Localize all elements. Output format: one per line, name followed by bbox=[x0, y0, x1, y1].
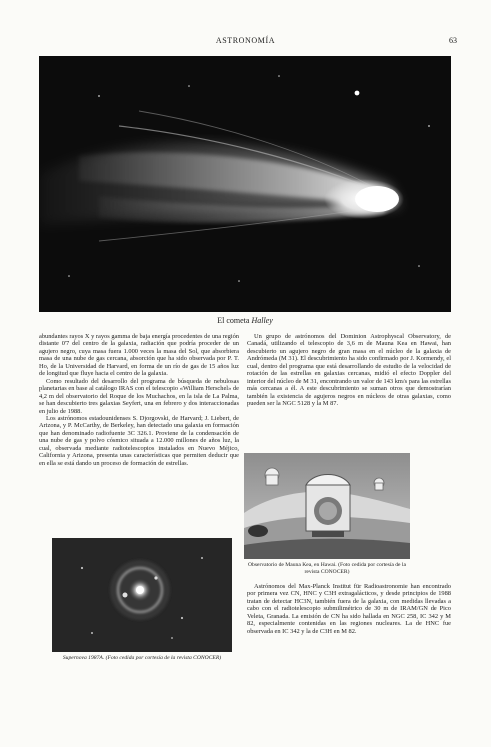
comet-caption-prefix: El cometa bbox=[217, 316, 250, 325]
mauna-kea-caption: Observatorio de Mauna Kea, en Hawai. (Foto cedida por cortesía de la revista CONOCER) bbox=[248, 562, 406, 575]
paragraph: Astrónomos del Max-Planck Institut für Radioastronomie han encontrado por primera vez CN, HNC y C3H extragalácticos, y desde principios de 1988 tratan de detectar HC3N, también fuera de la galaxia, con medidas llevadas a cabo con el radiotelescopio submilimétrico de 30 m de IRAM/GN de Pico Veleta, Granada. La emisión de CN ha sido hallada en NGC 258, IC 342 y M 82, especialmente contenidas en las regiones nucleares. La de HNC fue observada en IC 342 y la de C3H en M 82. bbox=[247, 583, 451, 635]
mauna-kea-photo bbox=[244, 453, 410, 559]
right-column-lower bbox=[247, 583, 451, 635]
left-column bbox=[39, 333, 239, 467]
paragraph: Como resultado del desarrollo del programa de búsqueda de nebulosas planetarias en base al catálogo IRAS con el telescopio «William Herschel» de 4,2 m del observatorio del Roque de los Muchachos, en la isla de La Palma, se han descubierto tres galaxias Seyfert, una en febrero y dos interaccionadas en julio de 1988. bbox=[39, 377, 239, 415]
comet-photo bbox=[39, 56, 451, 312]
supernova-caption: Supernova 1987A. (Foto cedida por cortesía de la revista CONOCER) bbox=[62, 655, 222, 661]
right-column bbox=[247, 333, 451, 408]
paragraph: abundantes rayos X y rayos gamma de baja energía procedentes de una región distante 0'7 del centro de la galaxia, radiación que podría proceder de un agujero negro, cuya masa fuera 1.000 veces la masa del Sol, que absorbiera masa de una nube de gas cercana, absorción que ha sido observada por P. T. Ho, de la Universidad de Harvard, en forma de un río de gas de 15 años luz de longitud que fluye hacia el centro de la galaxia. bbox=[39, 333, 239, 378]
page-number: 63 bbox=[449, 36, 457, 45]
paragraph: Un grupo de astrónomos del Dominion Astrophyscal Observatory, de Canadá, utilizando el telescopio de 3,6 m de Mauna Kea en Hawai, han descubierto un agujero negro de gran masa en el núcleo de la galaxia de Andrómeda (M 31). El descubrimiento ha sido confirmado por J. Kormendy, el cual, dentro del programa que está desarrollando de estudio de la velocidad de rotación de las estrellas en galaxias cercanas, midió el efecto Doppler del interior del núcleo de M 31, encontrando un valor de 143 km/s para las estrellas más cercanas a él. A este descubrimiento se suman otros que demostrarían también la existencia de agujeros negros en núcleos de otras galaxias, como pueden ser la NGC 5128 y la M 87. bbox=[247, 333, 451, 408]
supernova-photo bbox=[52, 538, 232, 652]
comet-caption bbox=[39, 316, 451, 325]
paragraph: Los astrónomos estadounidenses S. Djorgovski, de Harvard; J. Liebert, de Arizona, y P. McCarthy, de Berkeley, han detectado una galaxia en formación que han denominado radiofuente 3C 326.1. Proviene de la condensación de una nube de gas y polvo cósmico situada a 12.000 millones de años luz, la cual, observada mediante radiotelescopios instalados en Nuevo Méjico, California y Arizona, presenta unas características que permiten deducir que en ella se está dando un proceso de formación de estrellas. bbox=[39, 414, 239, 467]
running-head: ASTRONOMÍA bbox=[215, 36, 276, 45]
comet-caption-name: Halley bbox=[251, 316, 273, 325]
